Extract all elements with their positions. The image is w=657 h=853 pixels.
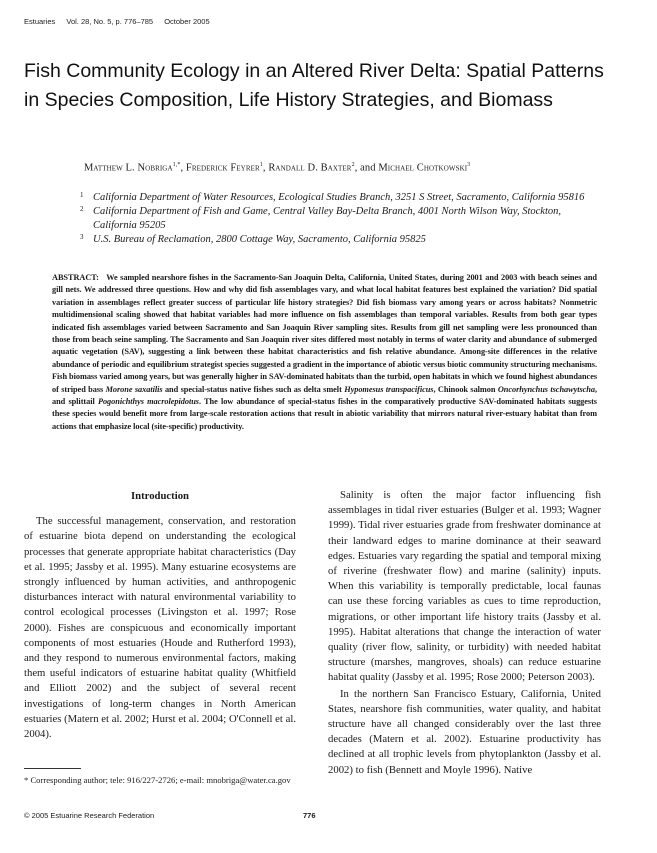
author-name: Frederick Feyrer: [185, 162, 260, 174]
species-name: Oncorhynchus tschawytscha: [497, 384, 595, 394]
author-separator: ,: [262, 162, 269, 174]
volume-info: Vol. 28, No. 5, p. 776–785: [66, 17, 154, 26]
affiliation-number: 3: [80, 233, 84, 241]
journal-name: Estuaries: [24, 17, 56, 26]
affiliation-text: California Department of Water Resources, Ecological Studies Branch, 3251 S Street, Sacramento, California 95816: [93, 192, 585, 203]
affiliation-text: U.S. Bureau of Reclamation, 2800 Cottage Way, Sacramento, California 95825: [93, 234, 426, 245]
copyright-notice: © 2005 Estuarine Research Federation: [24, 811, 155, 820]
author-separator: , and: [354, 162, 379, 174]
left-column: [24, 489, 296, 742]
section-heading: Introduction: [130, 490, 189, 502]
author-affiliation-mark: 1,*: [172, 162, 181, 168]
article-title: Fish Community Ecology in an Altered River Delta: Spatial Patterns in Species Composition, Life History Strategies, and Biomass: [24, 60, 604, 111]
author-separator: ,: [180, 162, 186, 174]
affiliation-3: [80, 233, 590, 247]
affiliation-number: 1: [80, 191, 84, 199]
affiliation-text: California Department of Fish and Game, Central Valley Bay-Delta Branch, 4001 North Wilson Way, Stockton, California 95205: [93, 206, 561, 231]
footnote-rule: [24, 768, 81, 769]
affiliation-2: [80, 205, 590, 233]
right-column: [328, 488, 601, 778]
page-number: 776: [303, 811, 316, 820]
species-name: Morone saxatilis: [105, 384, 163, 394]
author-affiliation-mark: 2: [351, 162, 355, 168]
author-name: Matthew L. Nobriga: [84, 162, 173, 174]
corresponding-author-footnote: * Corresponding author; tele: 916/227-2726; e-mail: mnobriga@water.ca.gov: [24, 775, 291, 785]
body-paragraph: In the northern San Francisco Estuary, California, United States, nearshore fish communities, water quality, and habitat structure have all changed considerably over the last three decades (Matern et al. 2002). Estuarine productivity has declined at all trophic levels from phytoplankton (Jassby et al. 2002) to fish (Bennett and Moyle 1996). Native: [328, 687, 601, 776]
body-paragraph: The successful management, conservation, and restoration of estuarine biota depend on understanding the ecological processes that generate appropriate habitat characteristics (Day et al. 1995; Jassby et al. 1995). Many estuarine ecosystems are strongly influenced by human activities, and anthropogenic disturbances interact with natural environmental variability to control ecological processes (Livingston et al. 1997; Rose 2000). Fishes are conspicuous and economically important components of most estuaries (Houde and Rutherford 1993), and they respond to numerous environmental factors, making them useful indicators of estuarine habitat quality (Whitfield and Elliott 2002) and the subject of several recent investigations of long-term changes in North American estuaries (Matern et al. 2002; Hurst et al. 2004; O'Connell et al. 2004).: [24, 515, 296, 741]
abstract: [52, 272, 597, 433]
issue-date: October 2005: [164, 17, 210, 26]
author-name: Randall D. Baxter: [268, 162, 352, 174]
author-line: [84, 162, 584, 174]
affiliations: [80, 191, 590, 247]
body-paragraph: Salinity is often the major factor influencing fish assemblages in tidal river estuaries (Bulger et al. 1993; Wagner 1999). Tidal river estuaries grade from freshwater dominance at their landward edges to marine dominance at their seaward edges. Estuaries vary regarding the spatial and temporal mixing of riverine (freshwater flow) and marine (salinity) inputs. When this variability is temporally predictable, local faunas can use these forcing variables as cues to time reproduction, migrations, or other important life history traits (Jassby et al. 1995). Habitat alterations that change the interaction of water quality (river flow, salinity, or turbidity) with needed habitat structure (marshes, mangroves, shoals) can reduce estuarine habitat quality (Jassby et al. 1995; Rose 2000; Peterson 2003).: [328, 489, 601, 684]
author-affiliation-mark: 3: [467, 162, 471, 168]
abstract-text: We sampled nearshore fishes in the Sacramento-San Joaquin Delta, California, United States, during 2001 and 2003 with beach seines and gill nets. We addressed three questions. How and why did fish assemblages vary, and what local habitat features best explained the variation? Did spatial variation in assemblages reflect greater success of particular life history strategies? Did fish biomass vary among years or across habitats? Nonmetric multidimensional scaling showed that habitat variables had more influence on fish assemblages than temporal variables. Results from both gear types indicated fish assemblages varied between Sacramento and San Joaquin River sampling sites. Results from gill net sampling were less pronounced than those from beach seine sampling. The Sacramento and San Joaquin river sites differed most notably in terms of water clarity and abundance of submerged aquatic vegetation (SAV), suggesting a link between these habitat characteristics and fish relative abundance. Among-site differences in the relative abundance of periodic and equilibrium strategist species suggested a gradient in the importance of abiotic versus biotic community structuring mechanisms. Fish biomass varied among years, but was generally higher in SAV-dominated habitats than the turbid, open habitats in which we found highest abundances of striped bass Morone saxatilis and special-status native fishes such as delta smelt Hypomesus transpacificus, Chinook salmon Oncorhynchus tschawytscha, and splittail Pogonichthys macrolepidotus. The low abundance of special-status fishes in the comparatively productive SAV-dominated habitats suggests these species would benefit more from large-scale restoration actions that result in abiotic variability that mirrors natural river-estuary habitat than from actions that emphasize local (site-specific) productivity.: [52, 273, 597, 431]
author-name: Michael Chotkowski: [378, 162, 468, 174]
species-name: Hypomesus transpacificus: [344, 384, 434, 394]
species-name: Pogonichthys macrolepidotus: [97, 397, 199, 407]
running-head: [24, 17, 210, 26]
affiliation-number: 2: [80, 205, 84, 213]
affiliation-1: [80, 191, 590, 205]
author-affiliation-mark: 1: [259, 162, 263, 168]
abstract-label: ABSTRACT:: [52, 273, 99, 282]
